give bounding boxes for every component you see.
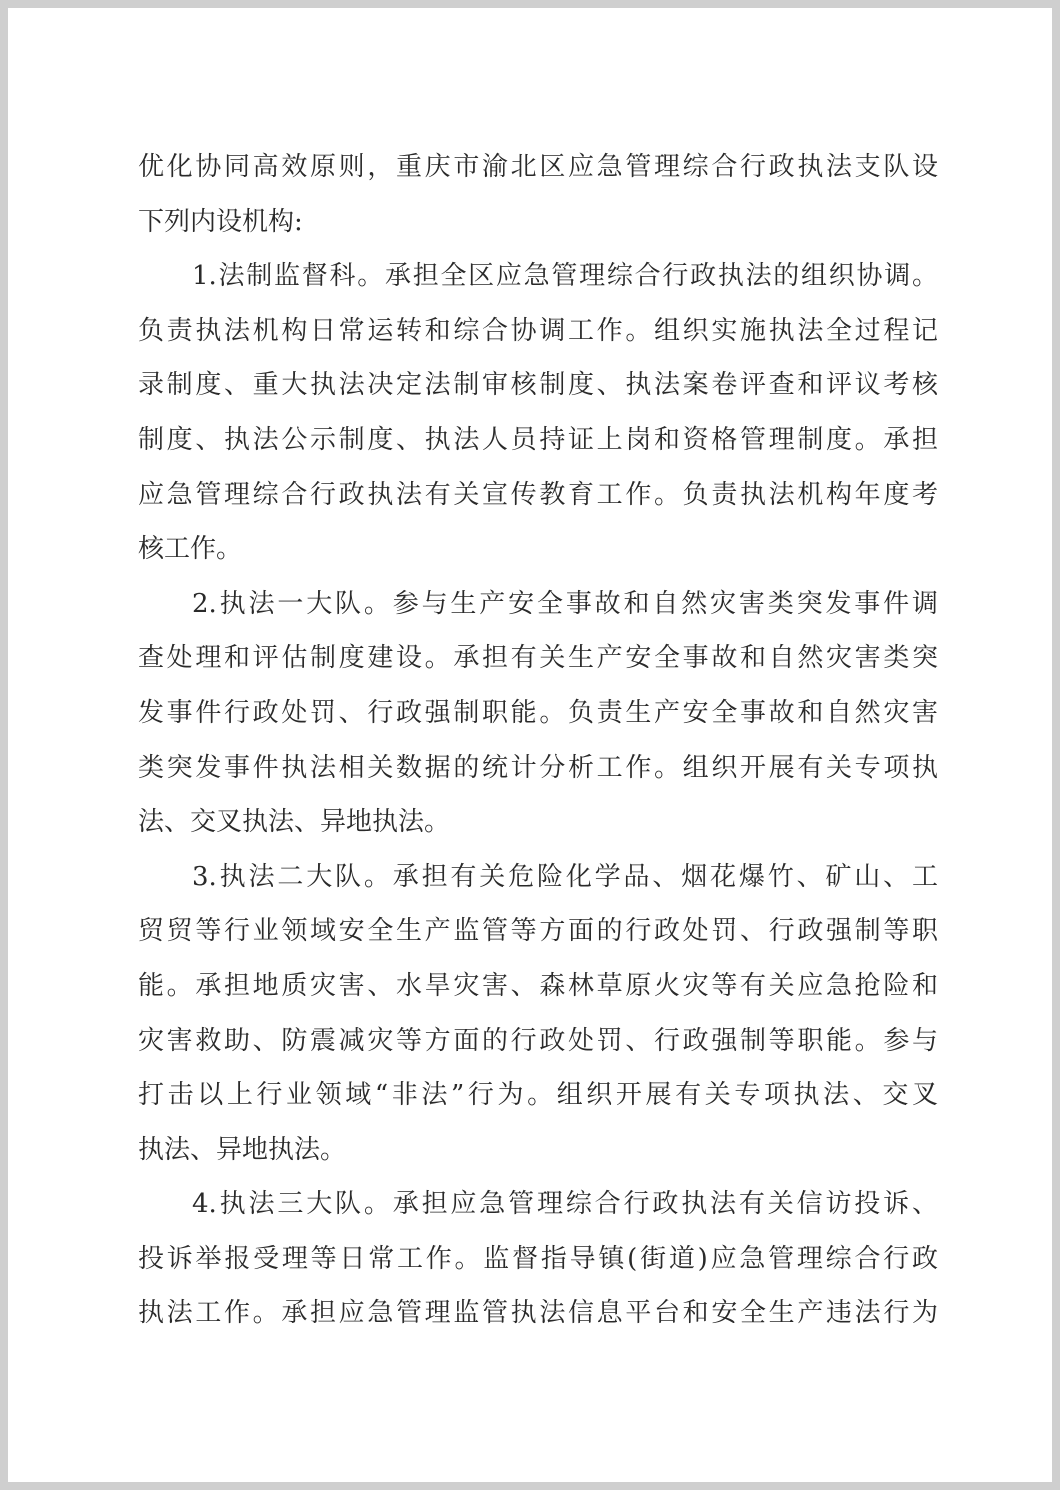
text-line: 下列内设机构: — [138, 206, 303, 237]
text-line: 应急管理综合行政执法有关宣传教育工作。负责执法机构年度考 — [138, 479, 938, 510]
text-line: 制度、执法公示制度、执法人员持证上岗和资格管理制度。承担 — [138, 424, 938, 455]
document-body — [138, 140, 938, 1341]
text-line: 执法、异地执法。 — [138, 1134, 347, 1165]
document-page — [8, 8, 1052, 1482]
text-line: 核工作。 — [138, 534, 243, 565]
text-line: 贸贸等行业领域安全生产监管等方面的行政处罚、行政强制等职 — [138, 916, 938, 947]
text-line: 执法工作。承担应急管理监管执法信息平台和安全生产违法行为 — [138, 1298, 938, 1329]
text-line: 负责执法机构日常运转和综合协调工作。组织实施执法全过程记 — [138, 315, 938, 346]
text-line: 灾害救助、防震减灾等方面的行政处罚、行政强制等职能。参与 — [138, 1025, 938, 1056]
section-heading-line: 3.执法二大队。承担有关危险化学品、烟花爆竹、矿山、工 — [192, 861, 938, 892]
text-line: 能。承担地质灾害、水旱灾害、森林草原火灾等有关应急抢险和 — [138, 970, 938, 1001]
section-heading-line: 4.执法三大队。承担应急管理综合行政执法有关信访投诉、 — [192, 1189, 938, 1220]
text-line: 优化协同高效原则，重庆市渝北区应急管理综合行政执法支队设 — [138, 152, 938, 182]
section-heading-line: 2.执法一大队。参与生产安全事故和自然灾害类突发事件调 — [192, 588, 938, 619]
text-line: 法、交叉执法、异地执法。 — [138, 807, 451, 838]
text-line: 投诉举报受理等日常工作。监督指导镇(街道)应急管理综合行政 — [138, 1243, 938, 1274]
text-line: 类突发事件执法相关数据的统计分析工作。组织开展有关专项执 — [138, 752, 938, 783]
text-line: 发事件行政处罚、行政强制职能。负责生产安全事故和自然灾害 — [138, 697, 938, 728]
text-line: 打击以上行业领域“非法”行为。组织开展有关专项执法、交叉 — [138, 1080, 938, 1111]
text-line: 录制度、重大执法决定法制审核制度、执法案卷评查和评议考核 — [138, 370, 938, 401]
text-line: 查处理和评估制度建设。承担有关生产安全事故和自然灾害类突 — [138, 643, 938, 674]
section-heading-line: 1.法制监督科。承担全区应急管理综合行政执法的组织协调。 — [192, 261, 938, 292]
